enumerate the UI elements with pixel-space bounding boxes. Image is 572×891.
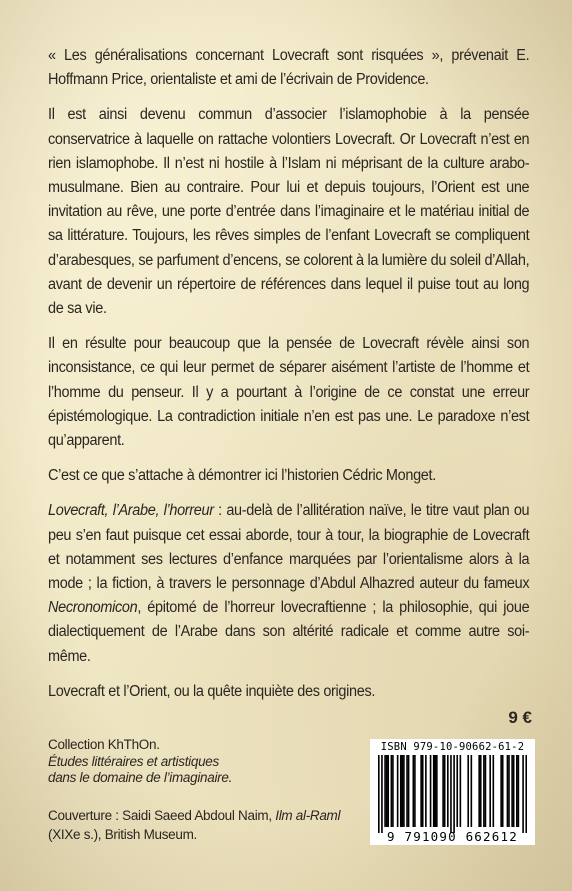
barcode-bar — [492, 755, 494, 827]
barcode-bar — [456, 755, 458, 827]
italic-title: Necronomicon — [48, 599, 138, 617]
italic-title: Lovecraft, l’Arabe, l’horreur — [48, 502, 214, 520]
barcode-bar — [422, 755, 424, 827]
barcode-bar — [450, 755, 452, 833]
collection-subtitle-line1: Études littéraires et artistiques — [48, 753, 219, 769]
blurb-paragraph — [48, 332, 529, 453]
blurb-text — [48, 44, 529, 704]
blurb-paragraph — [48, 464, 529, 488]
text-segment: Il en résulte pour beaucoup que la pensée de Lovecraft révèle ainsi son inconsistance, ce qui leur permet de séparer aisément l’artiste de l’homme et l’homme du penseur. Il y a pourtant à l’origine de ce constat une erreur épistémologique. La contradiction initiale n’en est pas une. Le paradoxe n’est qu’apparent. — [48, 335, 530, 450]
barcode-bar — [397, 755, 399, 827]
barcode-bar — [507, 755, 509, 827]
text-segment: Lovecraft et l’Orient, ou la quête inquiète des origines. — [48, 682, 376, 700]
blurb-paragraph — [48, 680, 529, 704]
blurb-paragraph — [48, 499, 529, 668]
text-segment: : au-delà de l’allitération naïve, le titre vaut plan ou peu s’en faut puisque cet essai aborde, tour à tour, la biographie de Lovecraft et notamment ses lectures d’enfance marquées par l’orientalisme alors à la mode ; la fiction, à travers le personnage d’Abdul Alhazred auteur du fameux — [48, 502, 530, 593]
text-segment: « Les généralisations concernant Lovecraft sont risquées », prévenait E. Hoffmann Price, orientaliste et ami de l’écrivain de Providence. — [48, 47, 530, 89]
barcode-bar — [436, 755, 438, 827]
text-segment: , épitomé de l’horreur lovecraftienne ; la philosophie, qui joue dialectiquement de l’Arabe dans son altérité radicale et comme autre soi-même. — [48, 599, 530, 665]
barcode-bar — [525, 755, 527, 833]
blurb-paragraph — [48, 103, 529, 321]
barcode-bar — [480, 755, 482, 827]
barcode-bar — [508, 755, 510, 827]
cover-credit-line2: (XIXe s.), British Museum. — [48, 827, 197, 842]
barcode-bar — [381, 755, 383, 833]
barcode-bar — [433, 755, 435, 827]
barcode-bar — [387, 755, 389, 827]
barcode-bar — [460, 755, 462, 827]
barcode-bar — [453, 755, 455, 833]
barcode-bar — [425, 755, 427, 827]
barcode-bar — [444, 755, 446, 827]
cover-credit — [48, 806, 348, 844]
barcode-bar — [420, 755, 422, 827]
barcode-bar — [408, 755, 410, 827]
barcode-bar — [434, 755, 436, 827]
barcode-bar — [386, 755, 388, 827]
barcode-bar — [467, 755, 469, 827]
collection-info — [48, 737, 348, 787]
barcode-bar — [414, 755, 416, 827]
barcode-bar — [511, 755, 513, 827]
barcode-bar — [516, 755, 518, 827]
ean-digits: 9 791090 662612 — [387, 829, 518, 844]
barcode-bar — [518, 755, 520, 827]
barcode-bars — [378, 755, 527, 835]
barcode-bar — [402, 755, 404, 827]
barcode-bar — [442, 755, 444, 827]
barcode-bar — [447, 755, 449, 827]
barcode-bar — [478, 755, 480, 827]
barcode-bar — [500, 755, 502, 827]
barcode-bar — [485, 755, 487, 827]
collection-subtitle-line2: dans le domaine de l’imaginaire. — [48, 770, 233, 785]
barcode-bar — [413, 755, 415, 827]
barcode — [370, 739, 535, 845]
barcode-bar — [391, 755, 393, 827]
cover-credit-title: Ilm al-Raml — [275, 808, 341, 823]
barcode-bar — [378, 755, 380, 833]
cover-credit-prefix: Couverture : Saidi Saeed Abdoul Naim, — [48, 808, 276, 823]
barcode-bar — [483, 755, 485, 827]
barcode-bar — [471, 755, 473, 827]
price-label: 9 € — [508, 708, 532, 727]
text-segment: C’est ce que s’attache à démontrer ici l’historien Cédric Monget. — [48, 467, 436, 485]
barcode-bar — [392, 755, 394, 827]
barcode-bar — [522, 755, 524, 833]
barcode-bar — [406, 755, 408, 827]
barcode-bar — [502, 755, 504, 827]
text-segment: Il est ainsi devenu commun d’associer l’islamophobie à la pensée conservatrice à laquelle on rattache volontiers Lovecraft. Or Lovecraft n’est en rien islamophobe. Il n’est ni hostile à l’Islam ni méprisant de la culture arabo-musulmane. Bien au contraire. Pour lui et depuis toujours, l’Orient est une invitation au rêve, une porte d’entrée dans l’imaginaire et le matériau initial de sa littérature. Toujours, les rêves simples de l’enfant Lovecraft se compliquent d’arabesques, se parfument d’encens, se colorent à la lumière du soleil d’Allah, avant de devenir un répertoire de références dans lequel il puise tout au long de sa vie. — [48, 106, 530, 318]
barcode-bar — [400, 755, 402, 827]
collection-name: Collection KhThOn. — [48, 737, 160, 752]
barcode-bar — [513, 755, 515, 827]
blurb-paragraph — [48, 44, 529, 92]
barcode-bar — [489, 755, 491, 827]
isbn-label: ISBN 979-10-90662-61-2 — [380, 741, 525, 753]
barcode-bar — [403, 755, 405, 827]
barcode-bar — [430, 755, 432, 827]
barcode-bar — [384, 755, 386, 827]
